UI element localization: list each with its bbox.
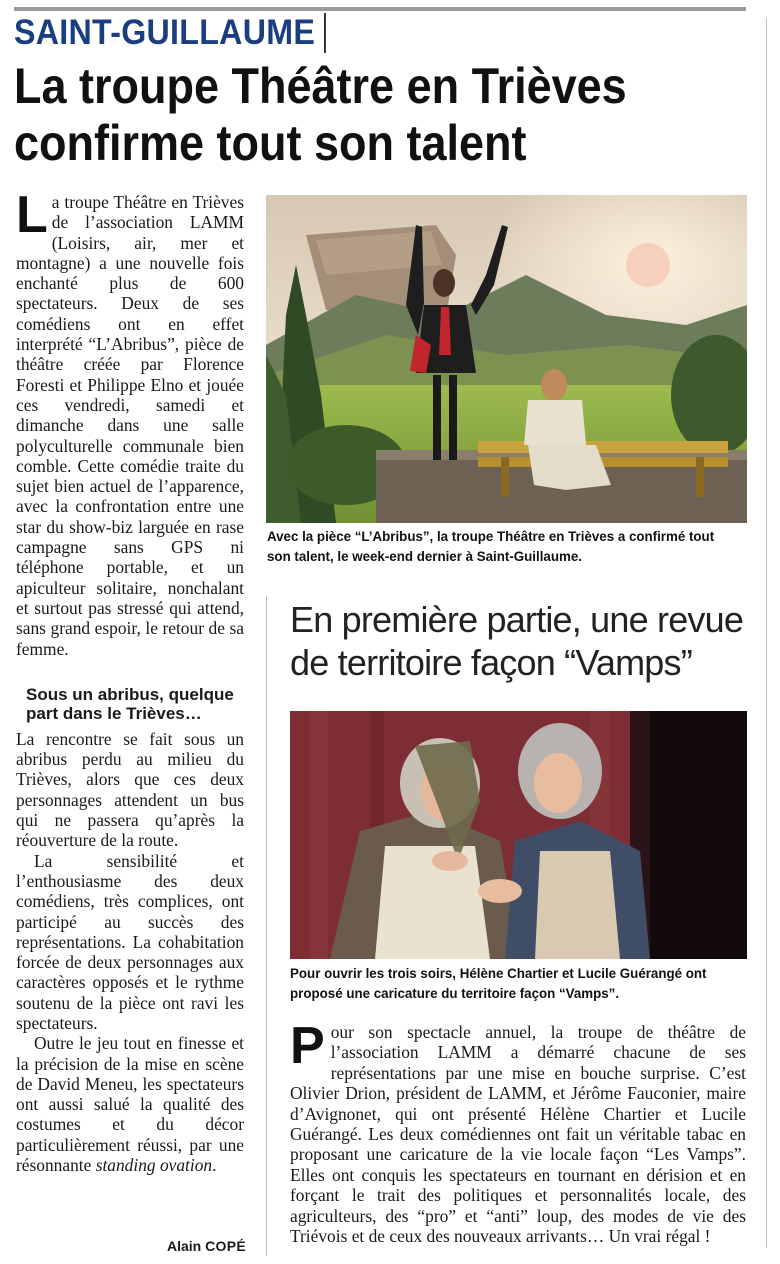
body-paragraph: La sensibilité et l’enthousiasme des deux comédiens, très complices, ont participé au succès des représentations. La cohabitation forcée de deux personnages aux caractères opposés et le rythme soutenu de la pièce ont ravi les spectateurs.	[16, 850, 244, 1033]
photo-caption: Pour ouvrir les trois soirs, Hélène Chartier et Lucile Guérangé ont proposé une caricature du territoire façon “Vamps”.	[290, 966, 707, 1002]
photo-vamps-scene	[290, 711, 747, 959]
byline-last-name: COPÉ	[205, 1238, 246, 1254]
drop-cap: L	[16, 186, 48, 244]
subheading: Sous un abribus, quelque part dans le Trièves…	[26, 684, 234, 723]
body-text: Outre le jeu tout en finesse et la précision de la mise en scène de David Meneu, les spectateurs ont aussi salué la qualité des costumes et du décor particulièrement réussi, par une résonnante	[16, 1033, 244, 1176]
column-divider	[266, 596, 267, 1256]
intro-text: a troupe Théâtre en Trièves de l’association LAMM (Loisirs, air, mer et montagne) a une nouvelle fois enchanté plus de 600 spectateurs. Deux de ses comédiens ont en effet interprété “L’Abribus”, pièce de théâtre créée par Florence Foresti et Philippe Elno et jouée ces vendredi, samedi et dimanche dans une salle polyculturelle communale bien comble. Cette comédie traite du sujet bien actuel de l’apparence, avec la confrontation entre une star du show-biz larguée en rase campagne sans GPS ni téléphone portable, et un apiculteur solitaire, nonchalant et surtout pas stressé qui attend, sans grand espoir, le retour de sa femme.	[16, 192, 244, 659]
body-text: .	[212, 1155, 217, 1176]
photo-abribus-illustration	[266, 195, 747, 523]
body-paragraph: La rencontre se fait sous un abribus perdu au milieu du Trièves, alors que ces deux personnages attendent un bus qui ne passera qu’après la réouverture de la route.	[16, 728, 244, 851]
photo-caption: Avec la pièce “L’Abribus”, la troupe Théâtre en Trièves a confirmé tout son talent, le week-end dernier à Saint-Guillaume.	[267, 529, 715, 565]
byline	[156, 1238, 246, 1254]
article-headline: La troupe Théâtre en Trièves confirme tout son talent	[14, 58, 627, 171]
location-kicker: SAINT-GUILLAUME	[14, 13, 326, 53]
top-rule	[14, 7, 746, 11]
article-column-left	[16, 186, 244, 1176]
italic-phrase: standing ovation	[95, 1155, 213, 1176]
photo-abribus-scene	[266, 195, 747, 523]
second-section-paragraph	[290, 1017, 746, 1247]
drop-cap: P	[290, 1017, 325, 1075]
photo-vamps-illustration	[290, 711, 747, 959]
body-paragraph	[16, 1033, 244, 1175]
second-section-text: our son spectacle annuel, la troupe de théâtre de l’association LAMM a démarré chacune de ses représentations par une mise en bouche surprise. C’est Olivier Drion, président de LAMM, et Jérôme Fauconier, maire d’Avignonet, qui ont présenté Hélène Chartier et Lucile Guérangé. Les deux comédiennes ont fait un véritable tabac en proposant une caricature de la vie locale façon “Les Vamps”. Elles ont conquis les spectateurs en tournant en dérision et en forçant le trait des politiques et personnalités locale, des agriculteurs, des “pro” et “anti” loup, des modes de vie des Triévois et de ceux des nouveaux arrivants… Un vrai régal !	[290, 1022, 746, 1247]
page-edge-rule	[766, 18, 767, 1248]
secondary-headline: En première partie, une revue de territoire façon “Vamps”	[290, 599, 744, 683]
intro-paragraph	[16, 186, 244, 659]
byline-first-name: Alain	[166, 1238, 202, 1254]
